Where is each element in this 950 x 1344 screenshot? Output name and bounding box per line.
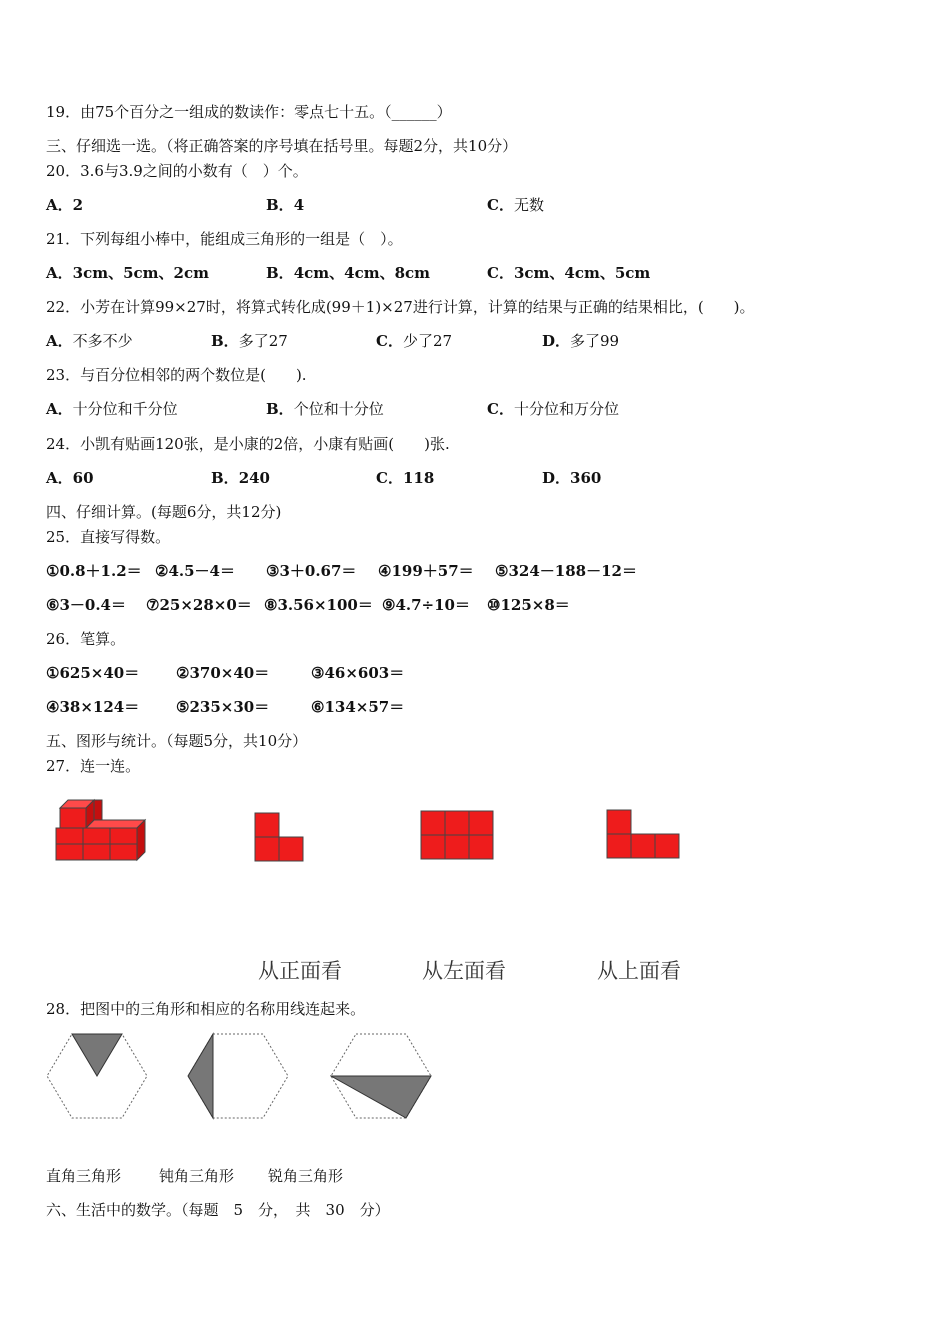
view-shape-l-small	[254, 812, 306, 864]
triangle-name-acute: 锐角三角形	[268, 1167, 344, 1185]
q26-item-3: ③46×603＝	[311, 664, 405, 682]
q25-item-7: ⑦25×28×0＝	[146, 596, 252, 614]
hexagon-figure-3	[330, 1030, 434, 1122]
q26-item-6: ⑥134×57＝	[311, 698, 405, 716]
q22-option-c: C．少了27	[376, 332, 453, 350]
section-5-title: 五、图形与统计。（每题5分，共10分）	[46, 732, 308, 750]
section-3-title: 三、仔细选一选。（将正确答案的序号填在括号里。每题2分，共10分）	[46, 137, 518, 155]
view-label-front: 从正面看	[258, 959, 342, 983]
q25-item-8: ⑧3.56×100＝	[264, 596, 373, 614]
q24-option-d: D．360	[542, 469, 602, 487]
view-label-top: 从上面看	[597, 959, 681, 983]
view-shape-l-long	[606, 809, 682, 861]
q26-item-2: ②370×40＝	[176, 664, 270, 682]
q24-option-b: B．240	[211, 469, 270, 487]
question-26-stem: 26．笔算。	[46, 630, 126, 648]
q25-item-1: ①0.8＋1.2＝	[46, 562, 142, 580]
q23-option-b: B．个位和十分位	[266, 400, 384, 418]
q26-item-1: ①625×40＝	[46, 664, 140, 682]
view-shape-rect-grid	[420, 810, 496, 862]
question-24-stem: 24．小凯有贴画120张，是小康的2倍，小康有贴画( )张.	[46, 435, 450, 453]
hexagon-figure-2	[187, 1030, 291, 1122]
hexagon-figure-1	[46, 1030, 150, 1122]
question-21-stem: 21．下列每组小棒中，能组成三角形的一组是（ ）。	[46, 230, 403, 248]
q26-item-5: ⑤235×30＝	[176, 698, 270, 716]
section-6-title: 六、生活中的数学。（每题 5 分， 共 30 分）	[46, 1201, 390, 1219]
q25-item-2: ②4.5－4＝	[155, 562, 235, 580]
question-22-stem: 22．小芳在计算99×27时，将算式转化成(99＋1)×27进行计算，计算的结果与正确的结果相比，( )。	[46, 298, 755, 316]
q25-item-10: ⑩125×8＝	[487, 596, 570, 614]
q21-option-a: A．3cm、5cm、2cm	[46, 264, 209, 282]
q21-option-b: B．4cm、4cm、8cm	[266, 264, 431, 282]
triangle-name-obtuse: 钝角三角形	[159, 1167, 235, 1185]
q26-item-4: ④38×124＝	[46, 698, 140, 716]
q25-item-6: ⑥3－0.4＝	[46, 596, 126, 614]
view-label-left: 从左面看	[422, 959, 506, 983]
q22-option-d: D．多了99	[542, 332, 620, 350]
q25-item-5: ⑤324－188－12＝	[495, 562, 637, 580]
q20-option-c: C．无数	[487, 196, 544, 214]
q25-item-4: ④199＋57＝	[378, 562, 474, 580]
section-4-title: 四、仔细计算。(每题6分，共12分)	[46, 503, 282, 521]
triangle-name-right: 直角三角形	[46, 1167, 122, 1185]
q22-option-b: B．多了27	[211, 332, 288, 350]
question-27-stem: 27．连一连。	[46, 757, 141, 775]
question-20-stem: 20．3.6与3.9之间的小数有（ ）个。	[46, 162, 308, 180]
q24-option-a: A．60	[46, 469, 94, 487]
q23-option-c: C．十分位和万分位	[487, 400, 619, 418]
q23-option-a: A．十分位和千分位	[46, 400, 178, 418]
question-19: 19．由75个百分之一组成的数读作：零点七十五。（______）	[46, 103, 452, 121]
cube-solid-figure	[50, 796, 152, 872]
q21-option-c: C．3cm、4cm、5cm	[487, 264, 651, 282]
q20-option-a: A．2	[46, 196, 84, 214]
question-25-stem: 25．直接写得数。	[46, 528, 171, 546]
q20-option-b: B．4	[266, 196, 305, 214]
q25-item-3: ③3＋0.67＝	[266, 562, 357, 580]
q25-item-9: ⑨4.7÷10＝	[382, 596, 470, 614]
question-23-stem: 23．与百分位相邻的两个数位是( ).	[46, 366, 307, 384]
q24-option-c: C．118	[376, 469, 435, 487]
q22-option-a: A．不多不少	[46, 332, 133, 350]
question-28-stem: 28．把图中的三角形和相应的名称用线连起来。	[46, 1000, 366, 1018]
